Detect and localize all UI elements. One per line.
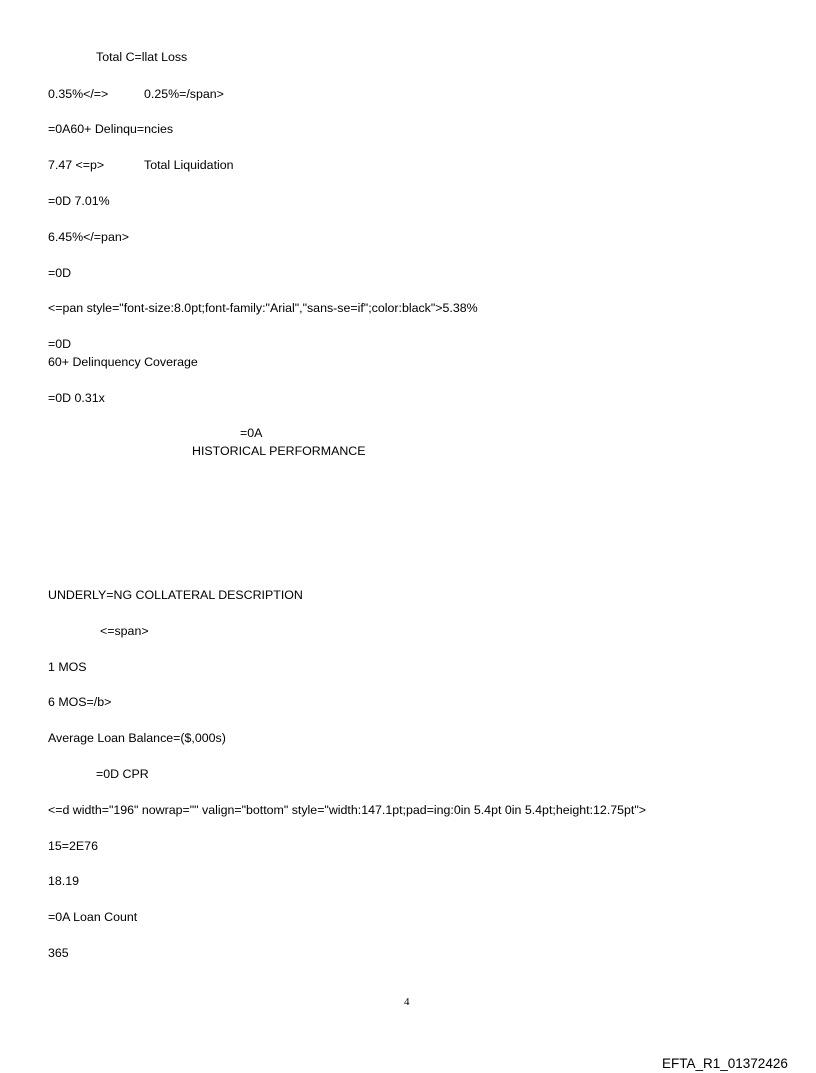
- text-line: =0A Loan Count: [48, 910, 138, 924]
- text-line: <=span>: [100, 624, 149, 638]
- text-line: =0D 0.31x: [48, 391, 105, 405]
- text-line: 365: [48, 946, 69, 960]
- text-line: =0D 7.01%: [48, 194, 110, 208]
- text-line: =0D: [48, 337, 72, 351]
- page-number: 4: [404, 996, 410, 1008]
- text-line: =0D: [48, 266, 72, 280]
- text-line: 60+ Delinquency Coverage: [48, 355, 198, 369]
- document-id: EFTA_R1_01372426: [662, 1056, 788, 1071]
- text-line: 7.47 <=p>: [48, 158, 105, 172]
- section-heading: UNDERLY=NG COLLATERAL DESCRIPTION: [48, 588, 303, 602]
- text-line: 1 MOS: [48, 660, 87, 674]
- text-line: 6.45%</=pan>: [48, 230, 129, 244]
- text-line: =0D CPR: [96, 767, 149, 781]
- text-line: Average Loan Balance=($,000s): [48, 731, 226, 745]
- text-line: =0A60+ Delinqu=ncies: [48, 122, 174, 136]
- text-line: <=d width="196" nowrap="" valign="bottom" style="width:147.1pt;pad=ing:0in 5.4pt 0in 5.4pt;height:12.75pt">: [48, 803, 647, 817]
- text-line: Total C=llat Loss: [96, 50, 188, 64]
- text-line: =0A: [240, 426, 263, 440]
- text-line: 15=2E76: [48, 839, 98, 853]
- text-line: 0.25%=/span>: [144, 87, 224, 101]
- text-line: 6 MOS=/b>: [48, 695, 112, 709]
- text-line: <=pan style="font-size:8.0pt;font-family:"Arial","sans-se=if";color:black">5.38%: [48, 301, 478, 315]
- text-line: Total Liquidation: [144, 158, 234, 172]
- section-heading: HISTORICAL PERFORMANCE: [192, 444, 366, 458]
- text-line: 0.35%</=>: [48, 87, 109, 101]
- text-line: 18.19: [48, 874, 80, 888]
